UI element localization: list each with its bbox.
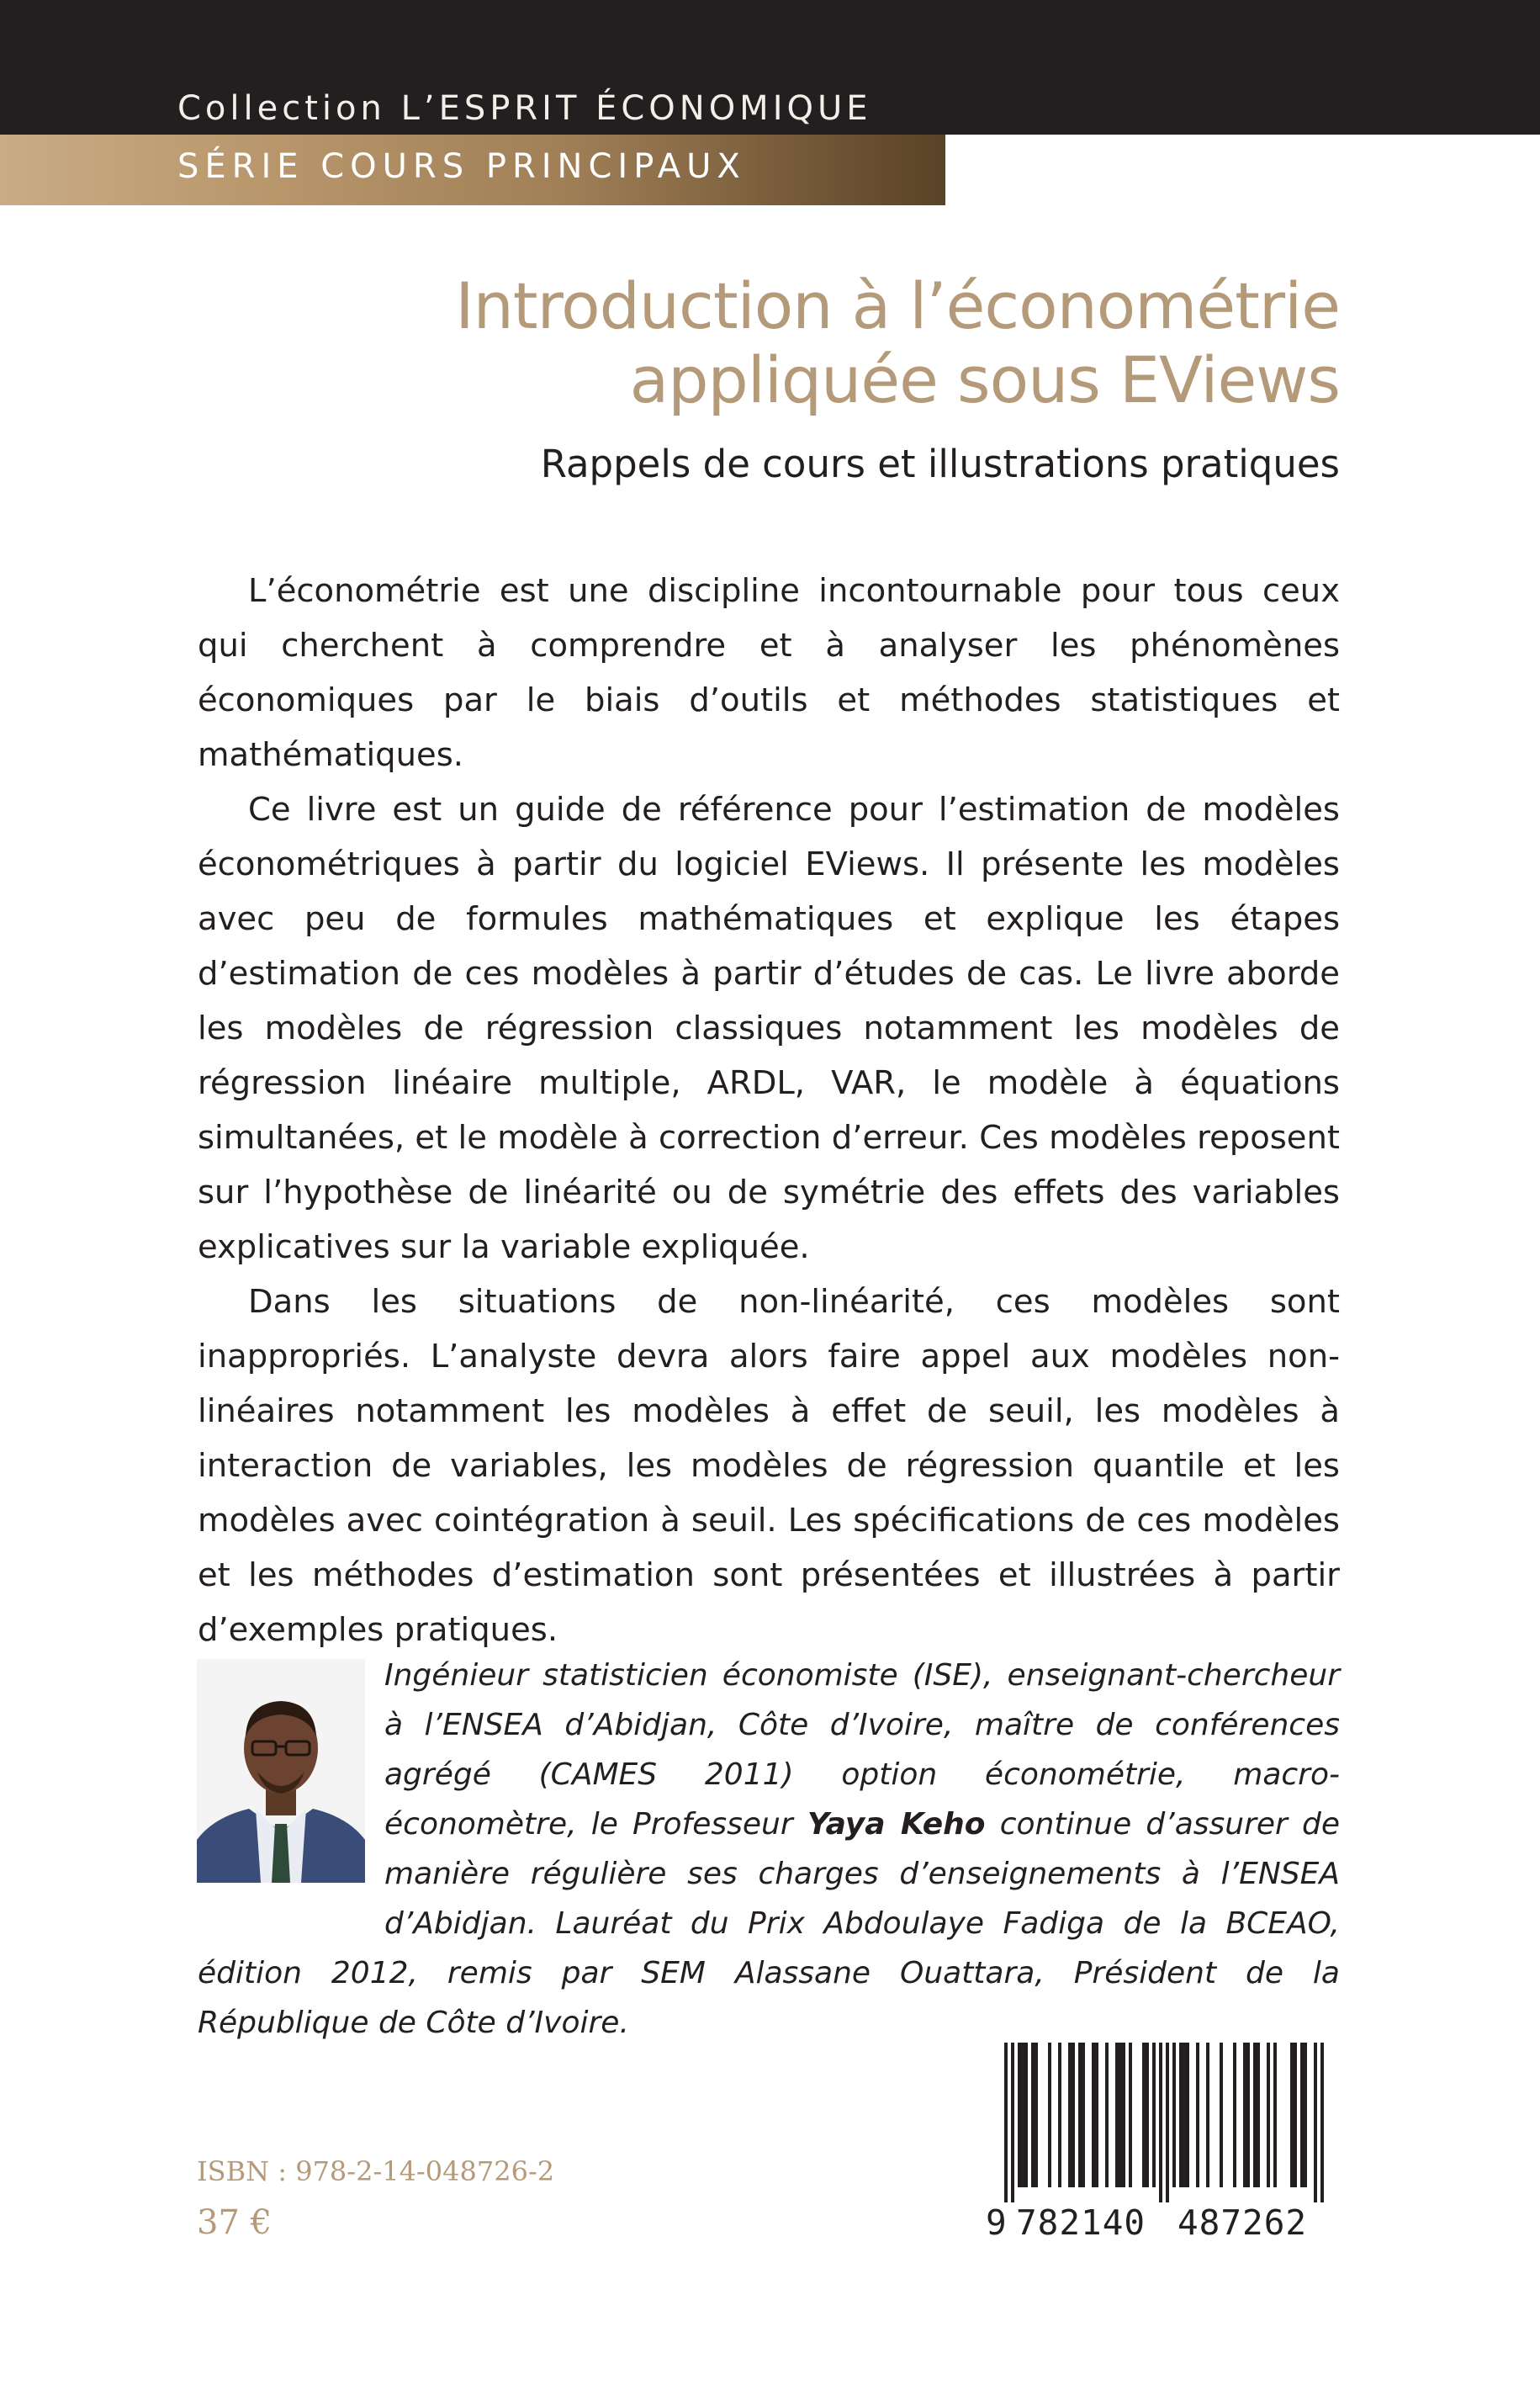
barcode-bar (1314, 2043, 1317, 2202)
author-bio-rest: continue d’assurer de manière régulière ses charges d’enseignements à l’ENSEA d’Abidjan. Lauréat du Prix Abdoulaye Fadiga de la BCEAO, édition 2012, remis par SEM Alassane Ouattara, Président de la République de Côte d’Ivoire. (198, 1807, 1341, 2040)
barcode-bar (1300, 2043, 1304, 2187)
author-portrait-image (197, 1659, 365, 1883)
barcode-bar (1206, 2043, 1209, 2187)
barcode-bar (1095, 2043, 1098, 2187)
barcode-bar (1011, 2043, 1014, 2202)
barcode-bar (1179, 2043, 1183, 2187)
barcode-bar (1021, 2043, 1024, 2187)
book-subtitle: Rappels de cours et illustrations pratiques (540, 442, 1340, 486)
barcode-group-1: 782140 (1016, 2202, 1146, 2243)
author-photo (197, 1659, 365, 1883)
collection-name: Collection L’ESPRIT ÉCONOMIQUE (177, 89, 872, 128)
description-paragraph-3: Dans les situations de non-linéarité, ces modèles sont inappropriés. L’analyste devra alors faire appel aux modèles non-linéaires notamment les modèles à effet de seuil, les modèles à interaction de variables, les modèles de régression quantile et les modèles avec cointégration à seuil. Les spécifications de ces modèles et les méthodes d’estimation sont présentées et illustrées à partir d’exemples pratiques. (198, 1283, 1340, 1649)
barcode-bar (1092, 2043, 1095, 2187)
barcode-bar (1078, 2043, 1082, 2187)
description-paragraph-1: L’économétrie est une discipline incontournable pour tous ceux qui cherchent à comprendre et à analyser les phénomènes économiques par le biais d’outils et méthodes statistiques et mathématiques. (198, 572, 1340, 774)
barcode-bar (1233, 2043, 1236, 2187)
barcode-bar (1119, 2043, 1122, 2187)
book-title-line-1: Introduction à l’économétrie (455, 268, 1340, 343)
barcode-bar (1166, 2043, 1169, 2202)
description-paragraph-2: Ce livre est un guide de référence pour l’estimation de modèles économétriques à partir du logiciel EViews. Il présente les modèles avec peu de formules mathématiques et explique les étapes d’estimation de ces modèles à partir d’études de cas. Le livre aborde les modèles de régression classiques notamment les modèles de régression linéaire multiple, ARDL, VAR, le modèle à équations simultanées, et le modèle à correction d’erreur. Ces modèles reposent sur l’hypothèse de linéarité ou de symétrie des effets des variables explicatives sur la variable expliquée. (198, 791, 1340, 1266)
barcode-bars (986, 2043, 1344, 2202)
barcode-bar (1115, 2043, 1119, 2187)
barcode-bar (1273, 2043, 1277, 2187)
barcode-bar (1058, 2043, 1061, 2187)
barcode-bar (1142, 2043, 1146, 2187)
barcode-bar (1294, 2043, 1297, 2187)
barcode-bar (1246, 2043, 1250, 2187)
barcode-bar (1196, 2043, 1199, 2187)
barcode-lead-digit: 9 (986, 2202, 1008, 2243)
barcode-group-2: 487262 (1177, 2202, 1308, 2243)
barcode-bar (1024, 2043, 1028, 2187)
barcode-bar (1220, 2043, 1223, 2187)
barcode-bar (1186, 2043, 1189, 2187)
barcode-bar (1304, 2043, 1307, 2187)
barcode-bar (1257, 2043, 1260, 2187)
barcode-bar (1253, 2043, 1257, 2187)
barcode-bar (1105, 2043, 1109, 2187)
barcode-number (986, 2201, 1344, 2245)
barcode-bar (1031, 2043, 1035, 2187)
price: 37 € (197, 2203, 273, 2242)
barcode-bar (1159, 2043, 1162, 2202)
barcode-bar (1183, 2043, 1186, 2187)
barcode-bar (1243, 2043, 1246, 2187)
book-title-line-2: appliquée sous EViews (629, 342, 1340, 417)
isbn: ISBN : 978-2-14-048726-2 (197, 2155, 555, 2187)
author-bio-intro: Ingénieur statisticien économiste (ISE), enseignant-chercheur à l’ENSEA d’Abidjan, Côte d’Ivoire, maître de conférences agrégé (CAMES 2011) option économétrie, macro-économètre, le Professeur (384, 1658, 1340, 1842)
barcode-bar (1018, 2043, 1021, 2187)
barcode-bar (1172, 2043, 1176, 2187)
author-bio (198, 1651, 1340, 2048)
book-title (455, 269, 1340, 417)
book-description (198, 564, 1340, 1657)
barcode-bar (1082, 2043, 1085, 2187)
barcode-bar (1129, 2043, 1132, 2187)
barcode-bar (1035, 2043, 1038, 2187)
barcode-bar (1146, 2043, 1149, 2187)
author-name: Yaya Keho (807, 1807, 986, 1842)
barcode-bar (1267, 2043, 1270, 2187)
barcode-bar (1290, 2043, 1294, 2187)
series-name: SÉRIE COURS PRINCIPAUX (177, 147, 746, 186)
barcode-bar (1320, 2043, 1324, 2202)
barcode-bar (1072, 2043, 1075, 2187)
barcode-bar (1068, 2043, 1072, 2187)
barcode-bar (1122, 2043, 1125, 2187)
barcode-bar (1048, 2043, 1051, 2187)
barcode-bar (1004, 2043, 1008, 2202)
barcode-bar (1152, 2043, 1156, 2187)
